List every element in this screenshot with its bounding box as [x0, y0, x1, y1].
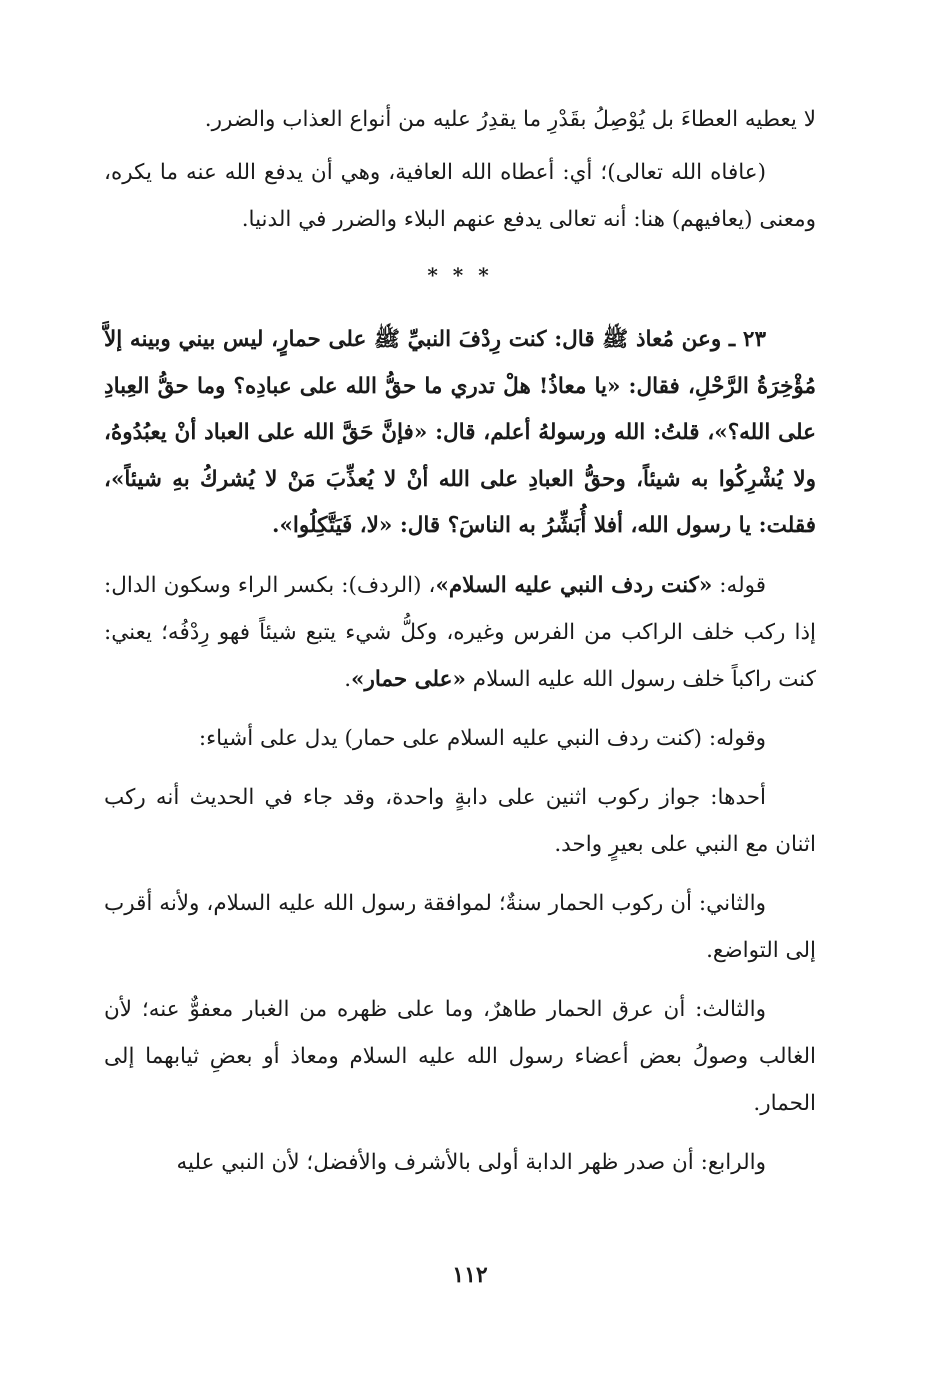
paragraph-radif-label: قوله: — [712, 572, 766, 598]
paragraph-signs: وقوله: (كنت ردف النبي عليه السلام على حمار) يدل على أشياء: — [198, 725, 766, 751]
paragraph-radif — [104, 562, 816, 703]
paragraph-third: والثالث: أن عرق الحمار طاهرٌ، وما على ظهره من الغبار معفوٌّ عنه؛ لأن الغالب وصولُ بعض أعضاء رسول الله عليه السلام ومعاذ أو بعضِ ثيابهما إلى الحمار. — [104, 996, 816, 1116]
paragraph-second: والثاني: أن ركوب الحمار سنةٌ؛ لموافقة رسول الله عليه السلام، ولأنه أقرب إلى التواضع. — [104, 890, 816, 963]
page-body — [104, 96, 816, 1186]
paragraph-radif-quote2: «على حمار» — [351, 666, 466, 692]
paragraph-afaahu: (عافاه الله تعالى)؛ أي: أعطاه الله العافية، وهي أن يدفع الله عنه ما يكره، ومعنى (يعافيهم) هنا: أنه تعالى يدفع عنهم البلاء والضرر في الدنيا. — [104, 160, 816, 232]
paragraph-radif-body: ، (الردف): بكسر الراء وسكون الدال: إذا ركب خلف الراكب من الفرس وغيره، وكلُّ شيء يتبع شيئاً فهو رِدْفُه؛ يعني: كنت راكباً خلف رسول الله عليه السلام — [104, 572, 816, 692]
paragraph-first: أحدها: جواز ركوب اثنين على دابةٍ واحدة، وقد جاء في الحديث أنه ركب اثنان مع النبي على بعيرٍ واحد. — [104, 784, 816, 857]
paragraph-fourth: والرابع: أن صدر ظهر الدابة أولى بالأشرف والأفضل؛ لأن النبي عليه — [176, 1149, 766, 1175]
page-number: ١١٢ — [452, 1262, 488, 1288]
paragraph-radif-quote: «كنت ردف النبي عليه السلام» — [435, 572, 713, 598]
section-separator: * * * — [427, 263, 493, 287]
paragraph-radif-end: . — [344, 666, 352, 692]
paragraph-continuation: لا يعطيه العطاءَ بل يُوْصِلُ بقَدْرِ ما يقدِرُ عليه من أنواع العذاب والضرر. — [204, 107, 816, 132]
hadith-text: ٢٣ ـ وعن مُعاذ ﷺ قال: كنت رِدْفَ النبيِّ ﷺ على حمارٍ، ليس بيني وبينه إلاَّ مُؤْخِرَةُ الرَّحْلِ، فقال: «يا معاذُ! هلْ تدري ما حقُّ الله على عبادِه؟ وما حقُّ العِبادِ على الله؟»، قلتُ: الله ورسولهُ أعلم، قال: «فإنَّ حَقَّ الله على العباد أنْ يعبُدُوهُ، ولا يُشْرِكُوا به شيئاً، وحقُّ العبادِ على الله أنْ لا يُعذِّبَ مَنْ لا يُشركُ بهِ شيئاً»، فقلت: يا رسول الله، أفلا أُبَشِّرُ به الناسَ؟ قال: «لا، فَيَتَّكِلُوا». — [104, 327, 816, 538]
